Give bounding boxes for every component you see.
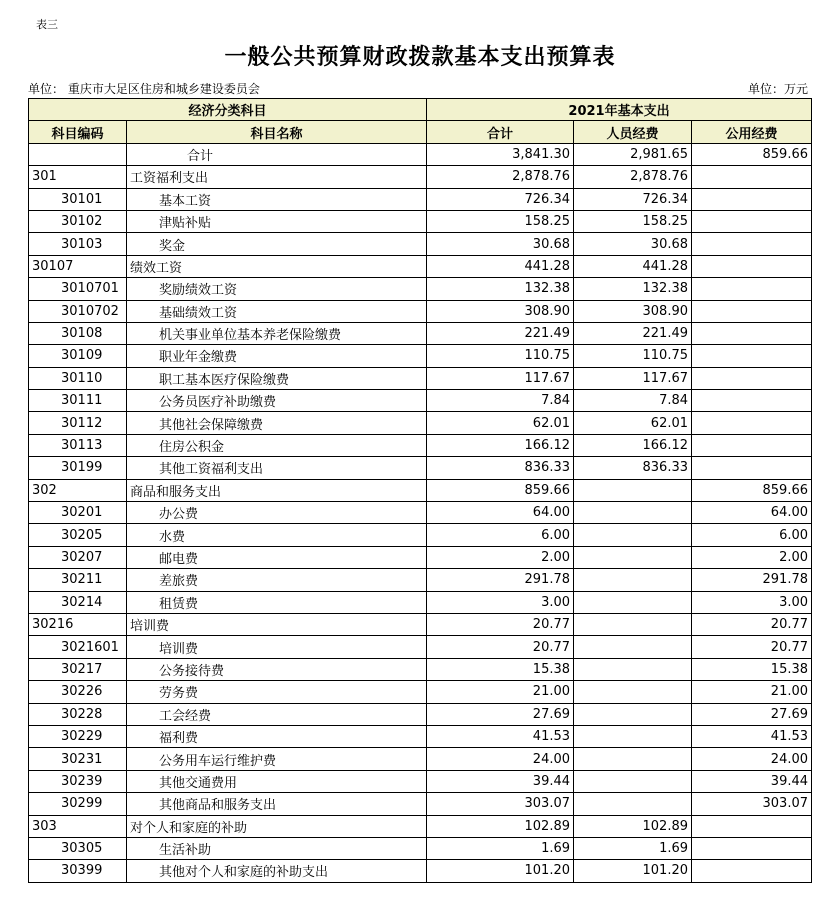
cell-code: 30216 (29, 613, 127, 635)
cell-total: 39.44 (427, 770, 574, 792)
cell-total: 441.28 (427, 255, 574, 277)
cell-personnel: 836.33 (574, 457, 692, 479)
table-row (29, 725, 812, 747)
cell-total: 221.49 (427, 322, 574, 344)
table-row (29, 345, 812, 367)
table-row (29, 658, 812, 680)
cell-public: 41.53 (692, 725, 812, 747)
cell-code: 30199 (29, 457, 127, 479)
table-row (29, 210, 812, 232)
cell-public (692, 278, 812, 300)
cell-code: 30239 (29, 770, 127, 792)
cell-personnel (574, 613, 692, 635)
cell-personnel (574, 703, 692, 725)
cell-public (692, 390, 812, 412)
cell-name: 劳务费 (127, 681, 427, 703)
cell-code: 30110 (29, 367, 127, 389)
cell-total: 117.67 (427, 367, 574, 389)
cell-total: 27.69 (427, 703, 574, 725)
cell-personnel (574, 636, 692, 658)
cell-public (692, 188, 812, 210)
cell-total: 2,878.76 (427, 166, 574, 188)
cell-name: 对个人和家庭的补助 (127, 815, 427, 837)
cell-name: 公务员医疗补助缴费 (127, 390, 427, 412)
header-group-row (29, 99, 812, 121)
cell-name: 差旅费 (127, 569, 427, 591)
cell-code: 3010702 (29, 300, 127, 322)
header-basic-expenditure-2021: 2021年基本支出 (427, 99, 812, 121)
table-row (29, 815, 812, 837)
cell-public: 21.00 (692, 681, 812, 703)
cell-total: 101.20 (427, 860, 574, 882)
cell-name: 商品和服务支出 (127, 479, 427, 501)
cell-name: 水费 (127, 524, 427, 546)
cell-public (692, 233, 812, 255)
cell-code: 30107 (29, 255, 127, 277)
cell-personnel: 101.20 (574, 860, 692, 882)
cell-public: 303.07 (692, 793, 812, 815)
table-row (29, 613, 812, 635)
cell-code: 30226 (29, 681, 127, 703)
header-public: 公用经费 (692, 121, 812, 143)
cell-personnel (574, 770, 692, 792)
cell-name: 福利费 (127, 725, 427, 747)
table-row (29, 300, 812, 322)
table-row (29, 703, 812, 725)
cell-name: 绩效工资 (127, 255, 427, 277)
cell-code: 30217 (29, 658, 127, 680)
cell-personnel: 221.49 (574, 322, 692, 344)
cell-name: 其他商品和服务支出 (127, 793, 427, 815)
table-row (29, 502, 812, 524)
currency-unit-label: 单位：万元 (747, 82, 808, 96)
cell-total: 6.00 (427, 524, 574, 546)
table-body (29, 143, 812, 882)
cell-personnel: 1.69 (574, 837, 692, 859)
table-row (29, 367, 812, 389)
cell-total: 24.00 (427, 748, 574, 770)
cell-name: 租赁费 (127, 591, 427, 613)
budget-table (28, 98, 812, 883)
header-code: 科目编码 (29, 121, 127, 143)
cell-total: 726.34 (427, 188, 574, 210)
table-row (29, 434, 812, 456)
cell-total: 110.75 (427, 345, 574, 367)
cell-name: 公务用车运行维护费 (127, 748, 427, 770)
cell-personnel: 102.89 (574, 815, 692, 837)
cell-name: 奖金 (127, 233, 427, 255)
cell-public: 6.00 (692, 524, 812, 546)
cell-name: 其他对个人和家庭的补助支出 (127, 860, 427, 882)
table-row (29, 188, 812, 210)
cell-personnel: 441.28 (574, 255, 692, 277)
cell-name: 生活补助 (127, 837, 427, 859)
table-row (29, 748, 812, 770)
cell-name: 奖励绩效工资 (127, 278, 427, 300)
table-row (29, 636, 812, 658)
cell-total: 3,841.30 (427, 143, 574, 165)
table-number-label: 表三 (36, 18, 58, 31)
cell-total: 64.00 (427, 502, 574, 524)
cell-public: 24.00 (692, 748, 812, 770)
department-unit-label: 单位： 重庆市大足区住房和城乡建设委员会 (28, 82, 260, 96)
cell-total: 132.38 (427, 278, 574, 300)
cell-name: 津贴补贴 (127, 210, 427, 232)
table-row (29, 479, 812, 501)
cell-name: 机关事业单位基本养老保险缴费 (127, 322, 427, 344)
table-row (29, 837, 812, 859)
cell-total: 62.01 (427, 412, 574, 434)
table-row (29, 143, 812, 165)
table-row (29, 322, 812, 344)
table-row (29, 278, 812, 300)
cell-name: 公务接待费 (127, 658, 427, 680)
cell-public (692, 367, 812, 389)
cell-personnel (574, 748, 692, 770)
table-row (29, 793, 812, 815)
table-header (29, 99, 812, 144)
cell-code: 303 (29, 815, 127, 837)
cell-public: 3.00 (692, 591, 812, 613)
cell-name: 其他工资福利支出 (127, 457, 427, 479)
cell-name: 住房公积金 (127, 434, 427, 456)
table-row (29, 255, 812, 277)
cell-total: 1.69 (427, 837, 574, 859)
cell-name: 工资福利支出 (127, 166, 427, 188)
cell-public (692, 837, 812, 859)
cell-total: 21.00 (427, 681, 574, 703)
cell-name: 培训费 (127, 636, 427, 658)
cell-total: 20.77 (427, 613, 574, 635)
cell-public: 39.44 (692, 770, 812, 792)
cell-total: 836.33 (427, 457, 574, 479)
cell-name: 职业年金缴费 (127, 345, 427, 367)
table-row (29, 591, 812, 613)
cell-code: 30205 (29, 524, 127, 546)
cell-public (692, 434, 812, 456)
table-row (29, 390, 812, 412)
cell-code: 30108 (29, 322, 127, 344)
cell-name: 基本工资 (127, 188, 427, 210)
cell-public (692, 166, 812, 188)
cell-personnel: 2,981.65 (574, 143, 692, 165)
cell-code: 3010701 (29, 278, 127, 300)
cell-code: 30103 (29, 233, 127, 255)
cell-personnel (574, 502, 692, 524)
cell-total: 7.84 (427, 390, 574, 412)
cell-personnel (574, 658, 692, 680)
cell-public: 291.78 (692, 569, 812, 591)
cell-public (692, 210, 812, 232)
cell-personnel: 30.68 (574, 233, 692, 255)
cell-public: 27.69 (692, 703, 812, 725)
cell-code: 30111 (29, 390, 127, 412)
cell-code: 30229 (29, 725, 127, 747)
cell-personnel (574, 725, 692, 747)
cell-total: 158.25 (427, 210, 574, 232)
header-economic-classification: 经济分类科目 (29, 99, 427, 121)
cell-code: 30112 (29, 412, 127, 434)
cell-public (692, 412, 812, 434)
cell-code: 30228 (29, 703, 127, 725)
table-row (29, 233, 812, 255)
cell-personnel (574, 793, 692, 815)
cell-code: 30214 (29, 591, 127, 613)
table-row (29, 860, 812, 882)
cell-public (692, 345, 812, 367)
table-row (29, 524, 812, 546)
cell-code: 30299 (29, 793, 127, 815)
cell-public (692, 255, 812, 277)
cell-public: 859.66 (692, 479, 812, 501)
cell-code: 30207 (29, 546, 127, 568)
header-total: 合计 (427, 121, 574, 143)
cell-personnel: 726.34 (574, 188, 692, 210)
cell-total: 15.38 (427, 658, 574, 680)
table-row (29, 166, 812, 188)
cell-personnel: 62.01 (574, 412, 692, 434)
cell-personnel (574, 591, 692, 613)
cell-public: 2.00 (692, 546, 812, 568)
cell-personnel: 158.25 (574, 210, 692, 232)
cell-code: 30399 (29, 860, 127, 882)
cell-name: 邮电费 (127, 546, 427, 568)
cell-personnel: 7.84 (574, 390, 692, 412)
table-row (29, 457, 812, 479)
cell-code: 30305 (29, 837, 127, 859)
cell-personnel: 117.67 (574, 367, 692, 389)
header-name: 科目名称 (127, 121, 427, 143)
cell-personnel (574, 681, 692, 703)
cell-code: 30109 (29, 345, 127, 367)
cell-code: 301 (29, 166, 127, 188)
cell-name: 培训费 (127, 613, 427, 635)
cell-total: 2.00 (427, 546, 574, 568)
cell-personnel (574, 569, 692, 591)
cell-total: 859.66 (427, 479, 574, 501)
cell-name: 合计 (127, 143, 427, 165)
cell-public: 859.66 (692, 143, 812, 165)
cell-code: 3021601 (29, 636, 127, 658)
table-row (29, 681, 812, 703)
cell-personnel: 132.38 (574, 278, 692, 300)
cell-code: 30113 (29, 434, 127, 456)
cell-total: 303.07 (427, 793, 574, 815)
cell-personnel (574, 479, 692, 501)
cell-personnel: 166.12 (574, 434, 692, 456)
table-row (29, 546, 812, 568)
cell-name: 其他社会保障缴费 (127, 412, 427, 434)
cell-personnel (574, 524, 692, 546)
cell-public (692, 860, 812, 882)
table-row (29, 569, 812, 591)
table-row (29, 770, 812, 792)
table-row (29, 412, 812, 434)
cell-total: 166.12 (427, 434, 574, 456)
cell-code: 30102 (29, 210, 127, 232)
cell-name: 职工基本医疗保险缴费 (127, 367, 427, 389)
header-personnel: 人员经费 (574, 121, 692, 143)
cell-code: 30231 (29, 748, 127, 770)
cell-code (29, 143, 127, 165)
header-column-row (29, 121, 812, 143)
cell-name: 办公费 (127, 502, 427, 524)
cell-public: 15.38 (692, 658, 812, 680)
cell-total: 20.77 (427, 636, 574, 658)
cell-personnel: 308.90 (574, 300, 692, 322)
cell-public (692, 815, 812, 837)
cell-name: 基础绩效工资 (127, 300, 427, 322)
cell-code: 30201 (29, 502, 127, 524)
cell-public: 64.00 (692, 502, 812, 524)
cell-code: 302 (29, 479, 127, 501)
cell-public (692, 457, 812, 479)
cell-name: 其他交通费用 (127, 770, 427, 792)
cell-total: 308.90 (427, 300, 574, 322)
cell-personnel: 110.75 (574, 345, 692, 367)
cell-personnel: 2,878.76 (574, 166, 692, 188)
cell-total: 291.78 (427, 569, 574, 591)
cell-name: 工会经费 (127, 703, 427, 725)
cell-personnel (574, 546, 692, 568)
cell-total: 41.53 (427, 725, 574, 747)
cell-public (692, 322, 812, 344)
cell-code: 30101 (29, 188, 127, 210)
cell-total: 30.68 (427, 233, 574, 255)
document-title: 一般公共预算财政拨款基本支出预算表 (224, 45, 616, 70)
cell-total: 3.00 (427, 591, 574, 613)
cell-public: 20.77 (692, 613, 812, 635)
cell-code: 30211 (29, 569, 127, 591)
cell-total: 102.89 (427, 815, 574, 837)
cell-public (692, 300, 812, 322)
cell-public: 20.77 (692, 636, 812, 658)
